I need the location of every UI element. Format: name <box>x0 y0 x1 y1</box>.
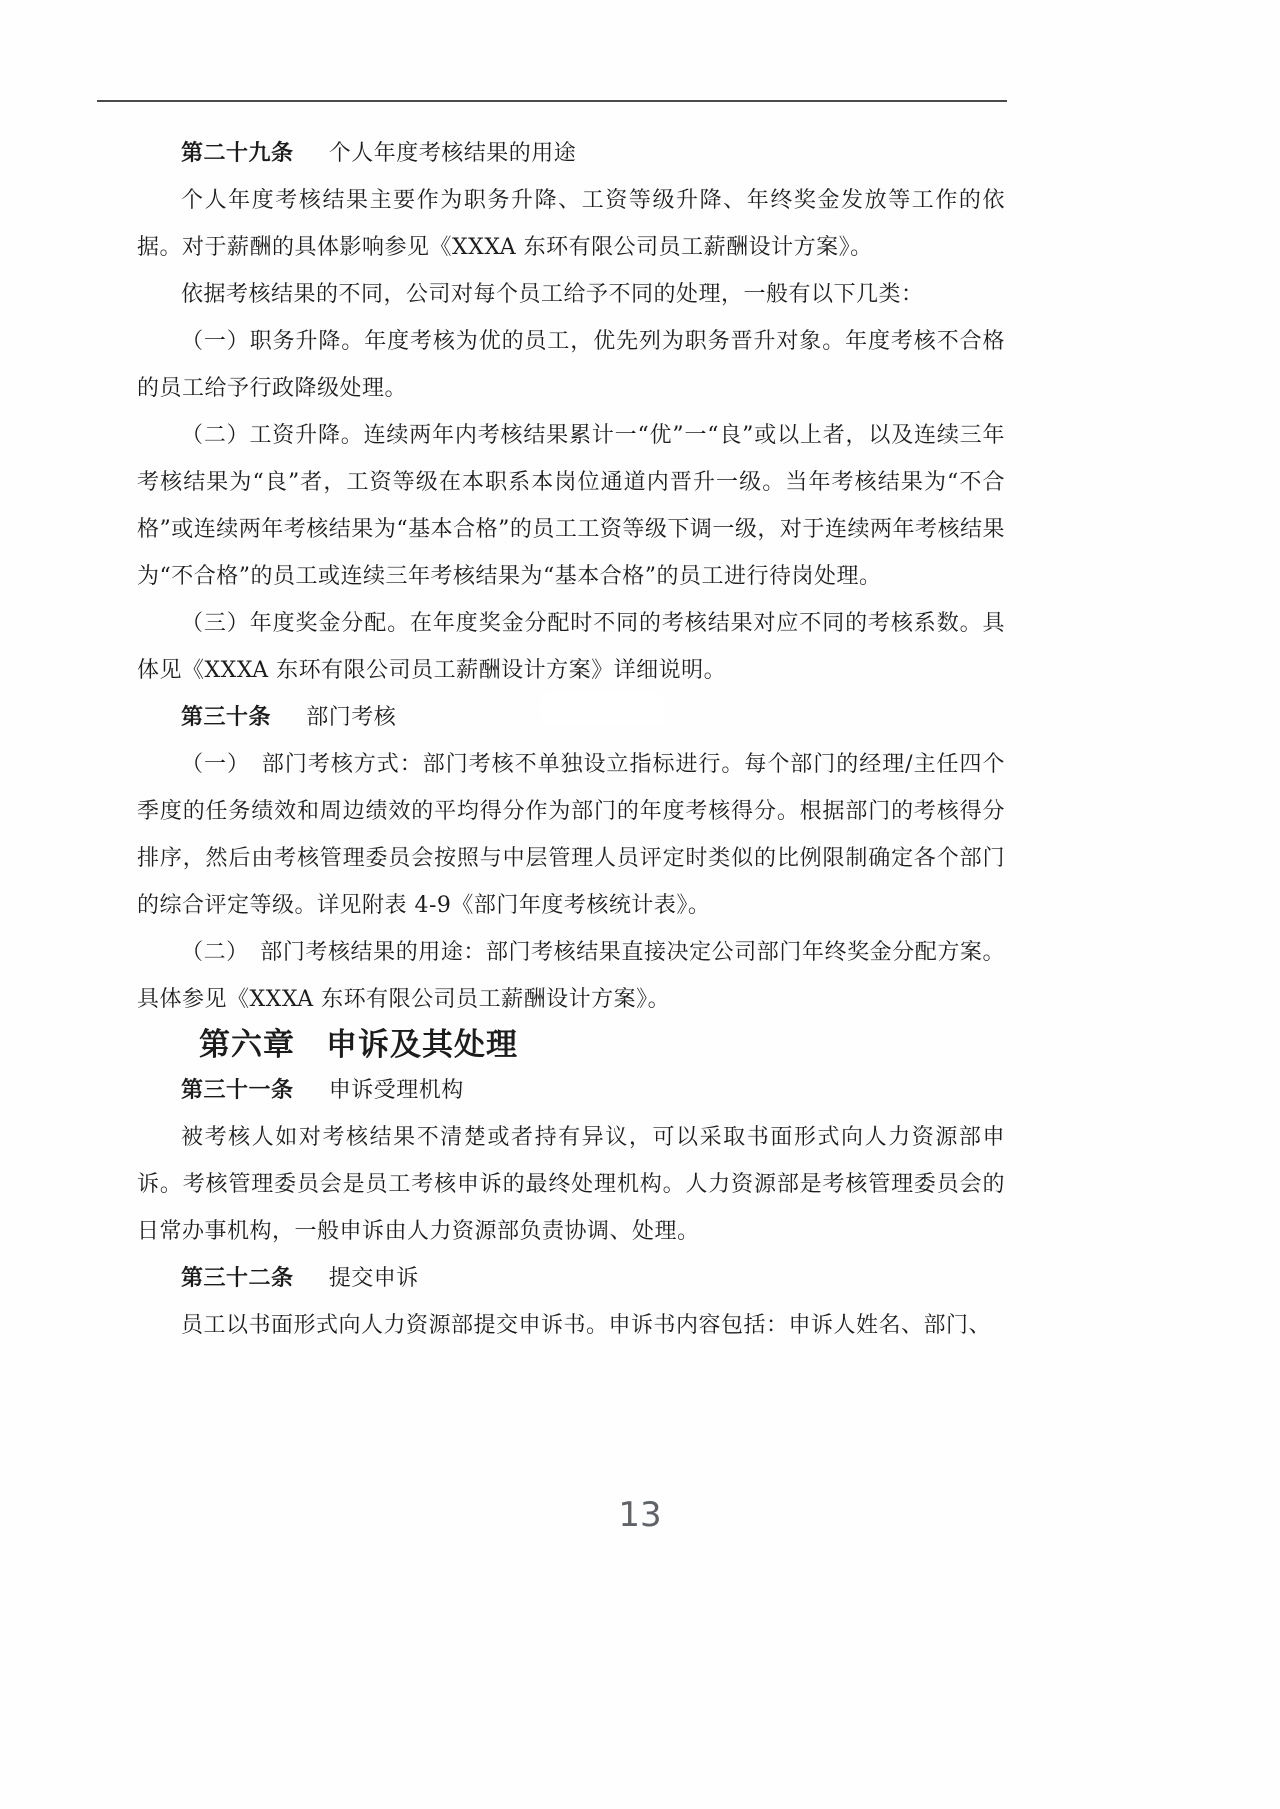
paragraph-item1-position: （一）职务升降。年度考核为优的员工，优先列为职务晋升对象。年度考核不合格的员工给予行政降级处理。 <box>137 329 1005 401</box>
paragraph-results-types: 依据考核结果的不同，公司对每个员工给予不同的处理，一般有以下几类： <box>181 282 924 307</box>
article-30-heading <box>137 694 1005 741</box>
article-29-title: 个人年度考核结果的用途 <box>328 141 577 166</box>
paragraph-dept-method: （一） 部门考核方式：部门考核不单独设立指标进行。每个部门的经理/主任四个季度的任务绩效和周边绩效的平均得分作为部门的年度考核得分。根据部门的考核得分排序，然后由考核管理委员会按照与中层管理人员评定时类似的比例限制确定各个部门的综合评定等级。详见附表 4-9《部门年度考核统计表》。 <box>137 752 1005 918</box>
paragraph-dept-usage: （二） 部门考核结果的用途：部门考核结果直接决定公司部门年终奖金分配方案。具体参见《XXXA 东环有限公司员工薪酬设计方案》。 <box>137 940 1005 1012</box>
chapter-6-heading <box>137 1023 1005 1067</box>
header-rule <box>97 100 1007 102</box>
article-30-title: 部门考核 <box>306 705 397 730</box>
document-body <box>137 130 1005 1349</box>
chapter-6-label: 第六章 <box>199 1027 295 1063</box>
paragraph-item3-bonus: （三）年度奖金分配。在年度奖金分配时不同的考核结果对应不同的考核系数。具体见《XXXA 东环有限公司员工薪酬设计方案》详细说明。 <box>137 611 1005 683</box>
article-31-heading <box>137 1067 1005 1114</box>
article-32-heading <box>137 1255 1005 1302</box>
paragraph-appeal-org: 被考核人如对考核结果不清楚或者持有异议，可以采取书面形式向人力资源部申诉。考核管理委员会是员工考核申诉的最终处理机构。人力资源部是考核管理委员会的日常办事机构，一般申诉由人力资源部负责协调、处理。 <box>137 1125 1005 1244</box>
article-32-label: 第三十二条 <box>181 1265 294 1291</box>
article-31-title: 申诉受理机构 <box>328 1078 464 1103</box>
article-32-title: 提交申诉 <box>328 1266 419 1291</box>
article-30-label: 第三十条 <box>181 704 272 730</box>
article-29-label: 第二十九条 <box>181 140 294 166</box>
article-29-heading <box>137 130 1005 177</box>
paragraph-item2-salary: （二）工资升降。连续两年内考核结果累计一“优”一“良”或以上者，以及连续三年考核结果为“良”者，工资等级在本职系本岗位通道内晋升一级。当年考核结果为“不合格”或连续两年考核结果为“基本合格”的员工工资等级下调一级，对于连续两年考核结果为“不合格”的员工或连续三年考核结果为“基本合格”的员工进行待岗处理。 <box>137 423 1005 589</box>
article-31-label: 第三十一条 <box>181 1077 294 1103</box>
paragraph-submit-appeal: 员工以书面形式向人力资源部提交申诉书。申诉书内容包括：申诉人姓名、部门、 <box>181 1313 992 1338</box>
paragraph-results-basis: 个人年度考核结果主要作为职务升降、工资等级升降、年终奖金发放等工作的依据。对于薪酬的具体影响参见《XXXA 东环有限公司员工薪酬设计方案》。 <box>137 188 1005 260</box>
page-number: 13 <box>618 1495 662 1535</box>
chapter-6-title: 申诉及其处理 <box>326 1027 518 1063</box>
